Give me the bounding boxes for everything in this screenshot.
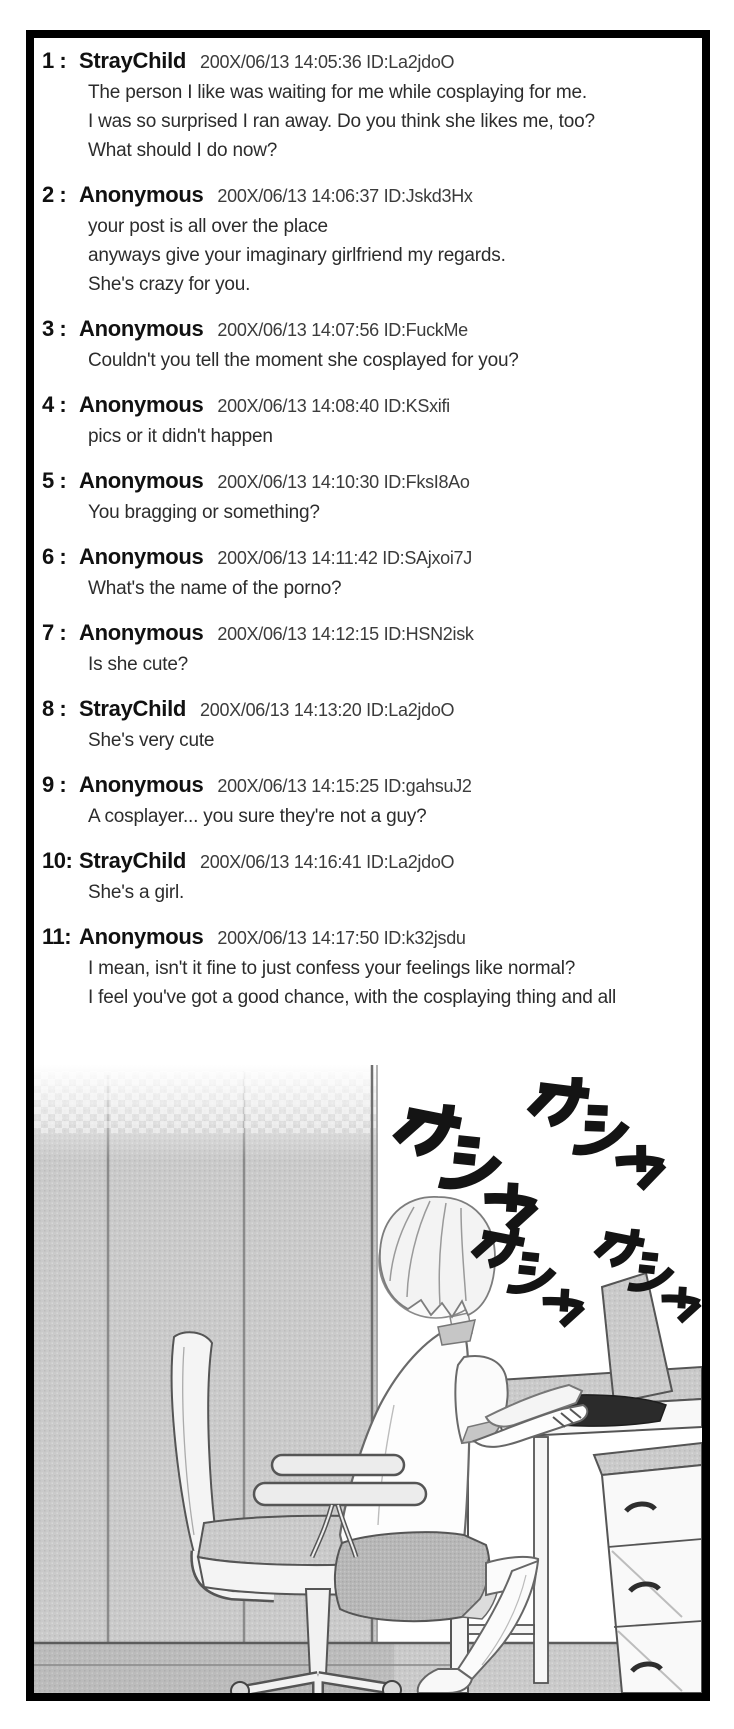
panel-frame xyxy=(26,30,710,1701)
post-body-line: anyways give your imaginary girlfriend my regards. xyxy=(88,245,506,266)
thread-post xyxy=(42,544,702,603)
post-number: 3 : xyxy=(42,316,67,341)
thread-post xyxy=(42,772,702,831)
post-body-line: I was so surprised I ran away. Do you think she likes me, too? xyxy=(88,111,595,132)
post-meta: 200X/06/13 14:05:36 ID:La2jdoO xyxy=(200,52,455,72)
post-number: 6 : xyxy=(42,544,67,569)
post-header xyxy=(42,696,702,722)
post-body-line: You bragging or something? xyxy=(88,502,320,523)
post-meta: 200X/06/13 14:10:30 ID:FksI8Ao xyxy=(217,472,470,492)
post-body-line: She's very cute xyxy=(88,730,215,751)
post-body xyxy=(42,346,702,375)
post-body-line: pics or it didn't happen xyxy=(88,426,273,447)
post-body-line: What's the name of the porno? xyxy=(88,578,342,599)
post-author: StrayChild xyxy=(79,848,187,873)
post-body-line: your post is all over the place xyxy=(88,216,328,237)
post-body xyxy=(42,954,702,1012)
post-meta: 200X/06/13 14:08:40 ID:KSxifi xyxy=(217,396,450,416)
post-meta: 200X/06/13 14:15:25 ID:gahsuJ2 xyxy=(217,776,472,796)
chair-armrest xyxy=(254,1483,426,1505)
post-author: Anonymous xyxy=(79,182,204,207)
post-number: 5 : xyxy=(42,468,67,493)
post-meta: 200X/06/13 14:17:50 ID:k32jsdu xyxy=(217,928,466,948)
post-header xyxy=(42,182,702,208)
post-meta: 200X/06/13 14:12:15 ID:HSN2isk xyxy=(217,624,474,644)
post-author: Anonymous xyxy=(79,316,204,341)
character-shorts xyxy=(335,1532,489,1621)
chair-wheel xyxy=(383,1681,401,1693)
post-meta: 200X/06/13 14:16:41 ID:La2jdoO xyxy=(200,852,455,872)
post-header xyxy=(42,316,702,342)
post-number: 7 : xyxy=(42,620,67,645)
post-header xyxy=(42,620,702,646)
post-author: Anonymous xyxy=(79,924,204,949)
thread-post xyxy=(42,620,702,679)
post-header xyxy=(42,924,702,950)
chair-gas-lift xyxy=(306,1589,330,1675)
post-author: Anonymous xyxy=(79,772,204,797)
post-body-line: The person I like was waiting for me while cosplaying for me. xyxy=(88,82,587,103)
thread-post xyxy=(42,316,702,375)
post-body-line: I mean, isn't it fine to just confess your feelings like normal? xyxy=(88,958,576,979)
post-number: 2 : xyxy=(42,182,67,207)
post-body xyxy=(42,650,702,679)
post-author: StrayChild xyxy=(79,696,187,721)
post-author: Anonymous xyxy=(79,468,204,493)
chair-armrest xyxy=(272,1455,404,1475)
thread-post xyxy=(42,182,702,299)
post-body xyxy=(42,726,702,755)
manga-illustration xyxy=(34,1065,702,1693)
post-author: StrayChild xyxy=(79,48,187,73)
post-header xyxy=(42,392,702,418)
post-header xyxy=(42,468,702,494)
post-body xyxy=(42,78,702,165)
post-number: 10: xyxy=(42,848,73,873)
post-body-line: I feel you've got a good chance, with the cosplaying thing and all xyxy=(88,987,617,1008)
post-meta: 200X/06/13 14:13:20 ID:La2jdoO xyxy=(200,700,455,720)
post-body-line: A cosplayer... you sure they're not a guy? xyxy=(88,806,427,827)
post-meta: 200X/06/13 14:11:42 ID:SAjxoi7J xyxy=(217,548,472,568)
thread-post xyxy=(42,468,702,527)
post-author: Anonymous xyxy=(79,620,204,645)
post-number: 1 : xyxy=(42,48,67,73)
post-meta: 200X/06/13 14:07:56 ID:FuckMe xyxy=(217,320,468,340)
post-body xyxy=(42,212,702,299)
post-header xyxy=(42,544,702,570)
post-meta: 200X/06/13 14:06:37 ID:Jskd3Hx xyxy=(217,186,473,206)
chair-wheel xyxy=(231,1682,249,1693)
post-author: Anonymous xyxy=(79,392,204,417)
post-number: 4 : xyxy=(42,392,67,417)
post-author: Anonymous xyxy=(79,544,204,569)
post-number: 9 : xyxy=(42,772,67,797)
post-body xyxy=(42,574,702,603)
post-header xyxy=(42,48,702,74)
post-body-line: Is she cute? xyxy=(88,654,189,675)
post-body xyxy=(42,878,702,907)
thread-post xyxy=(42,696,702,755)
thread-post xyxy=(42,848,702,907)
thread-post xyxy=(42,48,702,165)
manga-panel-svg xyxy=(34,1065,702,1693)
thread-post xyxy=(42,924,702,1012)
post-number: 11: xyxy=(42,924,72,949)
post-body-line: Couldn't you tell the moment she cosplayed for you? xyxy=(88,350,519,371)
post-header xyxy=(42,848,702,874)
post-number: 8 : xyxy=(42,696,67,721)
post-header xyxy=(42,772,702,798)
post-body-line: What should I do now? xyxy=(88,140,278,161)
post-body xyxy=(42,422,702,451)
thread-post xyxy=(42,392,702,451)
post-body xyxy=(42,498,702,527)
post-body xyxy=(42,802,702,831)
post-body-line: She's a girl. xyxy=(88,882,185,903)
forum-thread xyxy=(34,38,702,1029)
post-body-line: She's crazy for you. xyxy=(88,274,251,295)
